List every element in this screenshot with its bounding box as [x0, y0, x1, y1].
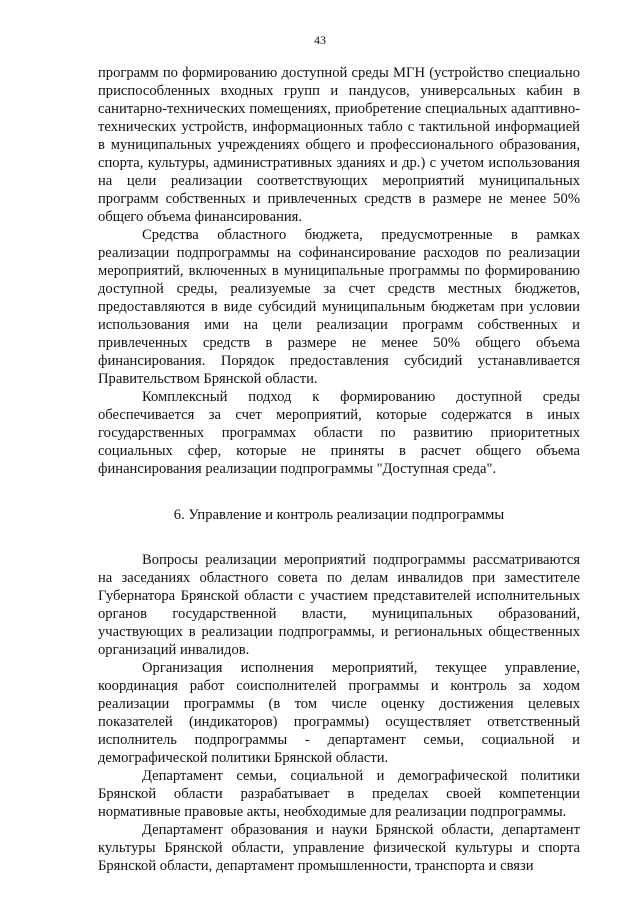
paragraph-continuation: программ по формированию доступной среды МГН (устройство специально приспособленных входных групп и пандусов, универсальных кабин в санитарно-технических помещениях, приобретение специальных адаптивно-технических устройств, информационных табло с тактильной информацией в муниципальных учреждениях общего и профессионального образования, спорта, культуры, административных зданиях и др.) с учетом использования на цели реализации соответствующих мероприятий муниципальных программ собственных и привлеченных средств в размере не менее 50% общего объема финансирования. [98, 65, 580, 225]
page-number: 43 [314, 33, 326, 47]
paragraph-council-questions: Вопросы реализации мероприятий подпрограммы рассматриваются на заседаниях областного совета по делам инвалидов при заместителе Губернатора Брянской области с участием представителей исполнительных органов государственной власти, муниципальных образований, участвующих в реализации подпрограммы, и региональных общественных организаций инвалидов. [98, 552, 580, 658]
paragraph-complex-approach: Комплексный подход к формированию доступной среды обеспечивается за счет мероприятий, которые содержатся в иных государственных программах области по развитию приоритетных социальных сфер, которые не приняты в расчет общего объема финансирования реализации подпрограммы "Доступная среда". [98, 389, 580, 477]
paragraph-education-department: Департамент образования и науки Брянской области, департамент культуры Брянской области, управление физической культуры и спорта Брянской области, департамент промышленности, транспорта и связи [98, 822, 580, 874]
section-heading: 6. Управление и контроль реализации подпрограммы [173, 507, 505, 523]
paragraph-organization: Организация исполнения мероприятий, текущее управление, координация работ соисполнителей программы и контроль за ходом реализации программы (в том числе оценку достижения целевых показателей (индикаторов) программы) осуществляет ответственный исполнитель подпрограммы - департамент семьи, социальной и демографической политики Брянской области. [98, 660, 580, 766]
paragraph-family-department: Департамент семьи, социальной и демографической политики Брянской области разрабатывает в пределах своей компетенции нормативные правовые акты, необходимые для реализации подпрограммы. [98, 768, 580, 820]
paragraph-budget-funds: Средства областного бюджета, предусмотренные в рамках реализации подпрограммы на софинансирование расходов по реализации мероприятий, включенных в муниципальные программы по формированию доступной среды, реализуемые за счет средств местных бюджетов, предоставляются в виде субсидий муниципальным бюджетам при условии использования ими на цели реализации программ собственных и привлеченных средств в размере не менее 50% общего объема финансирования. Порядок предоставления субсидий устанавливается Правительством Брянской области. [98, 227, 580, 387]
document-body [98, 64, 580, 875]
